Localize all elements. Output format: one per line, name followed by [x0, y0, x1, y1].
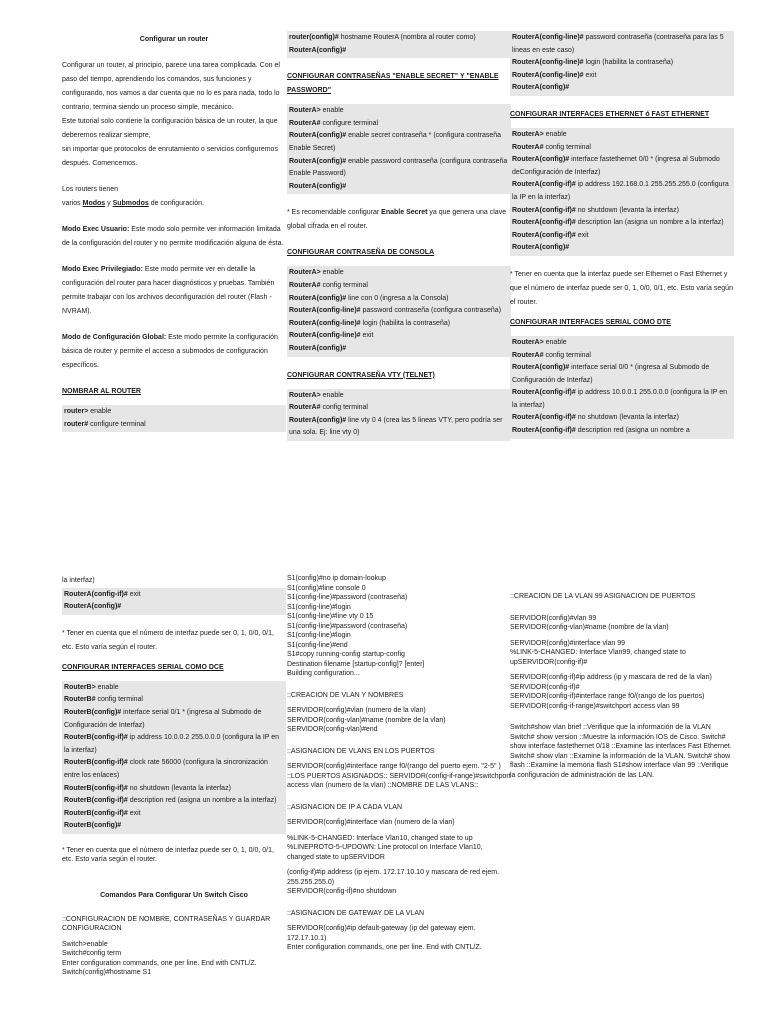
column-3-top	[510, 31, 734, 439]
vlan-ip-line: SERVIDOR(config-if)#no shutdown	[287, 888, 397, 895]
section-heading-dce: CONFIGURAR INTERFACES SERIAL COMO DCE	[62, 663, 224, 671]
code-line: RouterB(config)# interface serial 0/1 * (ingresa al Submodo de Configuración de Interfaz)	[64, 708, 262, 729]
code-line: RouterB(config-if)# exit	[64, 809, 141, 817]
switch-line: Switch#config term	[62, 950, 122, 958]
command-line: S1(config-line)#login	[287, 632, 351, 639]
section-heading-secret: CONFIGURAR CONTRASEÑAS "ENABLE SECRET" Y "ENABLE PASSWORD"	[287, 73, 499, 95]
code-line: RouterA# config terminal	[512, 351, 591, 359]
code-line: router> enable	[64, 408, 112, 415]
code-line: RouterA(config)#	[289, 182, 347, 190]
vlan-ports-heading: ::ASIGNACION DE VLANS EN LOS PUERTOS	[287, 747, 435, 755]
note-serial-2: * Tener en cuenta que el número de interfaz puede ser 0, 1, 0/0, 0/1, etc. Esto varía según el router.	[62, 846, 274, 864]
note-serial: * Tener en cuenta que el número de interfaz puede ser 0, 1, 0/0, 0/1, etc. Esto varía según el router.	[62, 629, 274, 651]
code-line: RouterA# config terminal	[289, 404, 368, 412]
code-block-nombrar	[62, 405, 286, 432]
page-bottom	[0, 565, 768, 1024]
column-3-bottom	[510, 592, 734, 780]
code-block-secret	[287, 104, 511, 194]
command-line: SERVIDOR(config-vlan)#name (nombre de la vlan)	[287, 716, 446, 724]
vlan99-line: %LINK-5-CHANGED: Interface Vlan99, changed state to upSERVIDOR(config-if)#	[510, 649, 686, 666]
vlan99-line: SERVIDOR(config-if)#interface range f0/(rango de los puertos)	[510, 693, 705, 700]
intro-paragraph-2: Este tutorial solo contiene la configuración básica de un router, la que deberemos realizar siempre,	[62, 118, 278, 139]
switch-section-title: Comandos Para Configurar Un Switch Cisco	[100, 891, 248, 899]
section-heading-nombrar: NOMBRAR AL ROUTER	[62, 388, 141, 395]
switch-line: Switch(config)#hostname S1	[62, 969, 152, 977]
exec-user-paragraph	[62, 223, 286, 251]
column-1-bottom	[62, 575, 286, 978]
code-line: RouterA# configure terminal	[289, 119, 379, 127]
section-heading-vty: CONFIGURAR CONTRASEÑA VTY (TELNET)	[287, 371, 435, 379]
switch-line: Enter configuration commands, one per line. End with CNTL/Z.	[62, 959, 257, 967]
vlan99-line: SERVIDOR(config-if)#	[510, 683, 580, 691]
vlan99-line: SERVIDOR(config-vlan)#name (nombre de la vlan)	[510, 624, 669, 631]
vlan-heading: ::CREACION DE VLAN Y NOMBRES	[287, 691, 404, 699]
command-line: S1(config-line)#login	[287, 603, 351, 611]
code-line: RouterA(config-if)# exit	[64, 590, 141, 598]
code-line: RouterA> enable	[289, 391, 344, 399]
code-line: RouterA(config-if)# exit	[512, 231, 589, 239]
switch-line: Switch>enable	[62, 940, 108, 948]
column-1-top	[62, 33, 286, 432]
global-mode-paragraph	[62, 331, 286, 373]
code-line: RouterA> enable	[512, 130, 567, 138]
command-line: SERVIDOR(config)#vlan (numero de la vlan)	[287, 707, 426, 714]
vlan-ip-heading: ::ASIGNACION DE IP A CADA VLAN	[287, 803, 403, 811]
global-mode-label: Modo de Configuración Global:	[62, 334, 167, 341]
code-line: RouterA(config)# line con 0 (ingresa a la Consola)	[289, 294, 449, 302]
code-line: RouterA(config-line)# password contraseña (contraseña para las 5 lineas en este caso)	[512, 34, 724, 54]
exec-priv-paragraph	[62, 263, 286, 319]
modes-text: varios	[62, 200, 83, 207]
column-2-bottom	[287, 574, 511, 953]
vlan99-line: SERVIDOR(config-if-range)#switchport access vlan 99	[510, 702, 680, 710]
code-line: RouterA(config)# interface serial 0/0 * (ingresa al Submodo de Configuración de Interfaz)	[512, 364, 710, 384]
command-line: S1(config-line)#line vty 0 15	[287, 613, 374, 620]
code-line: RouterA(config)# line vty 0 4 (crea las 5 lineas VTY, pero podría ser una sola. Ej: line vty 0)	[289, 416, 503, 437]
code-line: RouterB(config-if)# ip address 10.0.0.2 255.0.0.0 (configura la IP en la interfaz)	[64, 734, 280, 754]
code-line: RouterA(config-if)# ip address 10.0.0.1 255.0.0.0 (configura la IP en la interfaz)	[512, 389, 728, 409]
code-line: RouterA# config terminal	[512, 143, 591, 151]
code-line: RouterA> enable	[512, 338, 567, 346]
code-line: RouterA(config)#	[64, 603, 122, 611]
gateway-heading: ::ASIGNACION DE GATEWAY DE LA VLAN	[287, 909, 425, 917]
vlan-ip-line: %LINK-5-CHANGED: Interface Vlan10, changed state to up	[287, 834, 473, 842]
code-line: RouterA# config terminal	[289, 281, 368, 289]
code-line: RouterA(config-if)# ip address 192.168.0.1 255.255.255.0 (configura la IP en la interfaz)	[512, 181, 729, 201]
exec-priv-label: Modo Exec Privilegiado:	[62, 266, 143, 273]
code-line: RouterA(config-if)# no shutdown (levanta la interfaz)	[512, 206, 679, 214]
section-heading-consola: CONFIGURAR CONTRASEÑA DE CONSOLA	[287, 249, 435, 257]
code-line: router(config)# hostname RouterA (nombra al router como)	[289, 34, 476, 41]
code-line: RouterA(config-line)# password contraseña (configura contraseña)	[289, 307, 502, 315]
code-block-vty-cont	[510, 31, 734, 96]
code-line: RouterA(config-line)# login (habilita la contraseña)	[289, 319, 451, 327]
modes-text-end: de configuración.	[148, 200, 205, 207]
command-line: S1(config-line)#password (contraseña)	[287, 594, 408, 601]
global-mode-text: Este modo permite la configuración básica de router y permite el acceso a submodos de configuración específicos.	[62, 334, 278, 369]
command-line: S1(config)#line console 0	[287, 584, 366, 592]
gateway-line: SERVIDOR(config)#ip default-gateway (ip del gateway ejem. 172.17.10.1)	[287, 925, 476, 942]
code-line: RouterB(config)#	[64, 822, 122, 830]
switch-config-heading: ::CONFIGURACION DE NOMBRE, CONTRASEÑAS Y GUARDAR CONFIGURACION	[62, 915, 271, 933]
code-line: RouterB(config-if)# no shutdown (levanta la interfaz)	[64, 784, 231, 792]
code-block-dce	[62, 681, 286, 834]
code-line: router# configure terminal	[64, 420, 146, 428]
code-line: RouterA(config)# interface fastethernet 0/0 * (ingresa al Submodo deConfiguración de Interfaz)	[512, 156, 720, 176]
intro-paragraph: Configurar un router, al principio, parece una tarea complicada. Con el paso del tiempo, aprendiendo los comandos, sus funciones y configurando, nos vamos a dar cuenta que no lo es para nada, todo lo contrario, termina siendo un proceso simple, mecánico.	[62, 62, 280, 111]
code-line: RouterB# config terminal	[64, 696, 143, 704]
exec-user-label: Modo Exec Usuario:	[62, 226, 130, 233]
code-block-hostname	[287, 31, 511, 58]
code-line: RouterA(config-if)# description red (asigna un nombre a	[512, 427, 690, 435]
code-line: RouterA(config)#	[512, 244, 570, 252]
doc-title: Configurar un router	[139, 36, 209, 43]
command-line: S1(config)#no ip domain-lookup	[287, 575, 386, 582]
code-line: RouterA(config-line)# exit	[289, 332, 374, 340]
show-commands-text: Switch#show vlan brief ::Verifique que la información de la VLAN Switch# show version ::Muestre la información IOS de Cisco. Switch# show interface fastethernet 0/18 ::Examine las interfaces Fast Ethernet. Switch# show vlan ::Examine la información de la VLAN. Switch# show flash ::Examine la memoria flash S1#show interface vlan 99 ::Verifique la configuración de administración de las LAN.	[510, 724, 732, 779]
vlan99-heading: ::CREACION DE LA VLAN 99 ASIGNACION DE PUERTOS	[510, 593, 696, 600]
code-line: RouterB(config-if)# description red (asigna un nombre a la interfaz)	[64, 797, 277, 805]
code-block-ethernet	[510, 128, 734, 256]
exec-priv-text: Este modo permite ver en detalle la configuración del router para hacer diagnósticos y pruebas. También permite trabajar con los archivos deconfiguración del router (Flash - NVRAM).	[62, 266, 275, 315]
section-heading-dte: CONFIGURAR INTERFACES SERIAL COMO DTE	[510, 318, 671, 326]
vlan-ip-line: (config-if)#ip address (ip ejem. 172.17.10.10 y mascara de red ejem. 255.255.255.0)	[287, 869, 500, 886]
vlan-ip-line: %LINEPROTO-5-UPDOWN: Line protocol on Interface Vlan10, changed state to upSERVIDOR	[287, 844, 483, 861]
modes-link: Modos	[82, 200, 106, 207]
note-enable-secret: * Es recomendable configurar Enable Secret ya que genera una clave global cifrada en el router.	[287, 209, 507, 231]
code-block-dte	[510, 336, 734, 439]
code-line: RouterA(config)# enable secret contraseña * (configura contraseña Enable Secret)	[289, 132, 502, 152]
command-line: Destination filename [startup-config]? [enter]	[287, 660, 425, 668]
column-2-top	[287, 31, 511, 441]
code-block-dte-end	[62, 588, 286, 615]
command-line: S1#copy running-config startup-config	[287, 651, 405, 658]
page-top	[0, 0, 768, 500]
continued-line: la interfaz)	[62, 577, 95, 584]
command-line: S1(config-line)#end	[287, 641, 348, 649]
modes-line-2	[62, 197, 286, 211]
code-block-consola	[287, 266, 511, 356]
code-line: RouterA(config)# enable password contraseña (configura contraseña Enable Password)	[289, 157, 508, 178]
command-line: S1(config-line)#password (contraseña)	[287, 622, 408, 630]
note-ethernet: * Tener en cuenta que la interfaz puede ser Ethernet o Fast Ethernet y que el número de interfaz puede ser 0, 1, 0/0, 0/1, etc. Esto varía según el router.	[510, 270, 733, 306]
code-line: RouterA> enable	[289, 269, 344, 277]
code-line: RouterA(config-if)# description lan (asigna un nombre a la interfaz)	[512, 219, 724, 227]
code-line: RouterA(config-if)# no shutdown (levanta la interfaz)	[512, 414, 679, 422]
code-line: RouterA(config-line)# exit	[512, 71, 597, 79]
gateway-line: Enter configuration commands, one per line. End with CNTL/Z.	[287, 944, 482, 951]
code-line: RouterB> enable	[64, 683, 119, 691]
vlan99-line: SERVIDOR(config-if)#ip address (ip y mascara de red de la vlan)	[510, 674, 712, 681]
code-line: RouterA> enable	[289, 107, 344, 115]
code-block-vty	[287, 389, 511, 441]
command-line: Building configuration...	[287, 670, 360, 677]
vlan-ip-line: SERVIDOR(config)#interface vlan (numero de la vlan)	[287, 819, 455, 826]
exec-user-text: Este modo solo permite ver información limitada de la configuración del router y no permite modificación alguna de ésta.	[62, 226, 284, 247]
modes-text-and: y	[105, 200, 113, 207]
intro-paragraph-3: sin importar que protocolos de enrutamiento o servicios configuremos después. Comencemos.	[62, 146, 278, 167]
vlan99-line: SERVIDOR(config)#interface vlan 99	[510, 639, 626, 647]
code-line: RouterA(config)#	[512, 84, 570, 92]
modes-line-1: Los routers tienen	[62, 186, 119, 193]
submodes-link: Submodos	[112, 200, 149, 207]
code-line: RouterA(config)#	[289, 344, 347, 352]
command-line: SERVIDOR(config-vlan)#end	[287, 726, 378, 733]
section-heading-ethernet: CONFIGURAR INTERFACES ETHERNET ó FAST ETHERNET	[510, 110, 710, 118]
switch-commands-block	[287, 574, 511, 679]
vlan-ports-text: SERVIDOR(config)#interface range f0/(rango del puerto ejem. "2-5" ) ::LOS PUERTOS ASIGNADOS:: SERVIDOR(config-if-range)#switchport access vlan (numero de la vlan) ::NOMBRE DE LAS VLANS::	[287, 763, 511, 789]
vlan-commands-block	[287, 706, 511, 735]
vlan99-line: SERVIDOR(config)#vlan 99	[510, 614, 597, 622]
code-line: RouterA(config)#	[289, 46, 347, 54]
code-line: RouterB(config-if)# clock rate 56000 (configura la sincronización entre los enlaces)	[64, 759, 268, 779]
code-line: RouterA(config-line)# login (habilita la contraseña)	[512, 59, 674, 67]
